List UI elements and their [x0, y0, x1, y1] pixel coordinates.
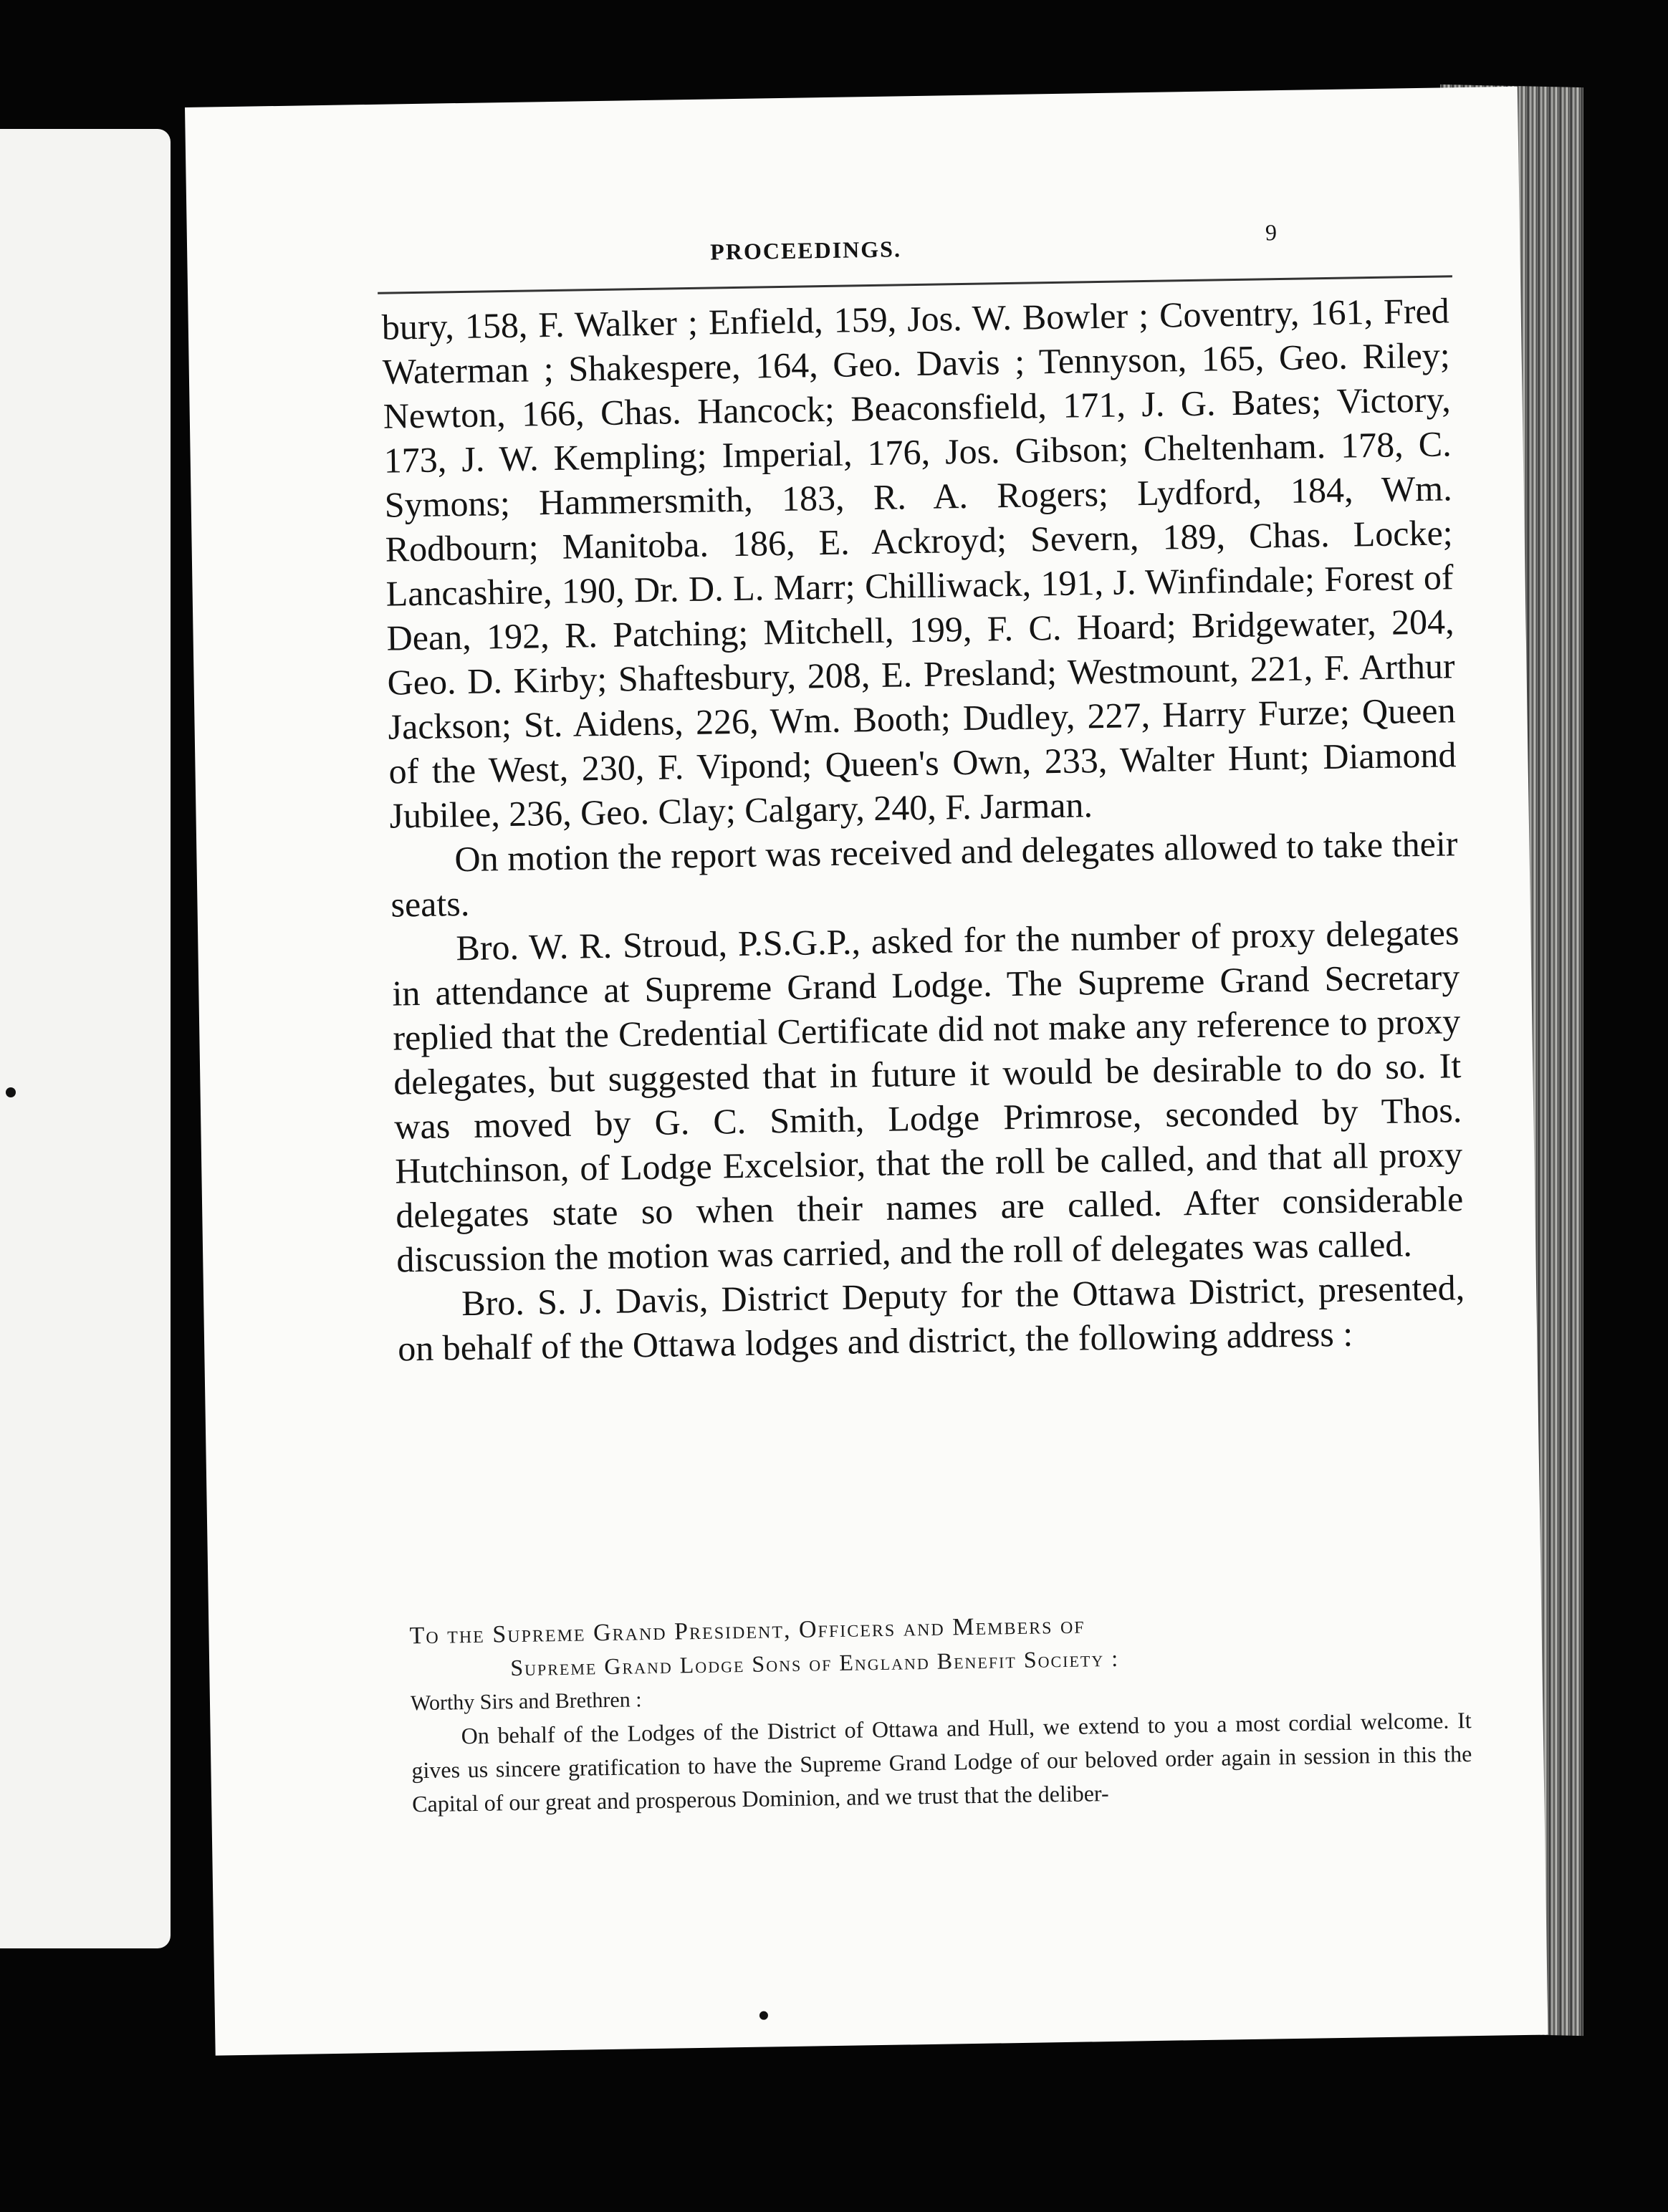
addressee-line: To the Supreme Grand President, Officers and Members of	[409, 1612, 1085, 1650]
page-bottom-dot	[759, 2011, 768, 2020]
paragraph-ottawa-address: Bro. S. J. Davis, District Deputy for the Ottawa District, presented, on behalf of the Ottawa lodges and district, the following address :	[397, 1267, 1465, 1369]
address-block	[409, 1602, 1472, 1821]
left-margin-dot	[6, 1087, 16, 1097]
page-number: 9	[1265, 219, 1278, 246]
paragraph-proxy-delegates: Bro. W. R. Stroud, P.S.G.P., asked for the number of proxy delegates in attendance at Supreme Grand Lodge. The Supreme Grand Secretary replied that the Credential Certificate did not make any reference to proxy delegates, but suggested that in future it would be desirable to do so. It was moved by G. C. Smith, Lodge Primrose, seconded by Thos. Hutchinson, of Lodge Excelsior, that the roll be called, and that all proxy delegates state so when their names are called. After considerable discussion the motion was carried, and the roll of delegates was called.	[392, 912, 1464, 1280]
addressee-line-continued: Supreme Grand Lodge Sons of England Benefit Society :	[509, 1645, 1120, 1681]
paragraph-motion: On motion the report was received and delegates allowed to take their seats.	[390, 823, 1458, 925]
book-page	[185, 87, 1548, 2056]
body-text	[381, 288, 1465, 1370]
salutation: Worthy Sirs and Brethren :	[410, 1688, 642, 1716]
left-page	[0, 129, 171, 1948]
address-text: On behalf of the Lodges of the District of Ottawa and Hull, we extend to you a most cordial welcome. It gives us sincere gratification to have the Supreme Grand Lodge of our beloved order again in session in this the Capital of our great and prosperous Dominion, and we trust that the deliber-	[411, 1707, 1472, 1817]
paragraph-delegate-list: bury, 158, F. Walker ; Enfield, 159, Jos. W. Bowler ; Coventry, 161, Fred Waterman ; Shakespere, 164, Geo. Davis ; Tennyson, 165, Geo. Riley; Newton, 166, Chas. Hancock; Beaconsfield, 171, J. G. Bates; Victory, 173, J. W. Kempling; Imperial, 176, Jos. Gibson; Cheltenham. 178, C. Symons; Hammersmith, 183, R. A. Rogers; Lydford, 184, Wm. Rodbourn; Manitoba. 186, E. Ackroyd; Severn, 189, Chas. Locke; Lancashire, 190, Dr. D. L. Marr; Chilliwack, 191, J. Winfindale; Forest of Dean, 192, R. Patching; Mitchell, 199, F. C. Hoard; Bridgewater, 204, Geo. D. Kirby; Shaftesbury, 208, E. Presland; Westmount, 221, F. Arthur Jackson; St. Aidens, 226, Wm. Booth; Dudley, 227, Harry Furze; Queen of the West, 230, F. Vipond; Queen's Own, 233, Walter Hunt; Diamond Jubilee, 236, Geo. Clay; Calgary, 240, F. Jarman.	[381, 290, 1457, 836]
running-head: PROCEEDINGS.	[709, 236, 902, 265]
